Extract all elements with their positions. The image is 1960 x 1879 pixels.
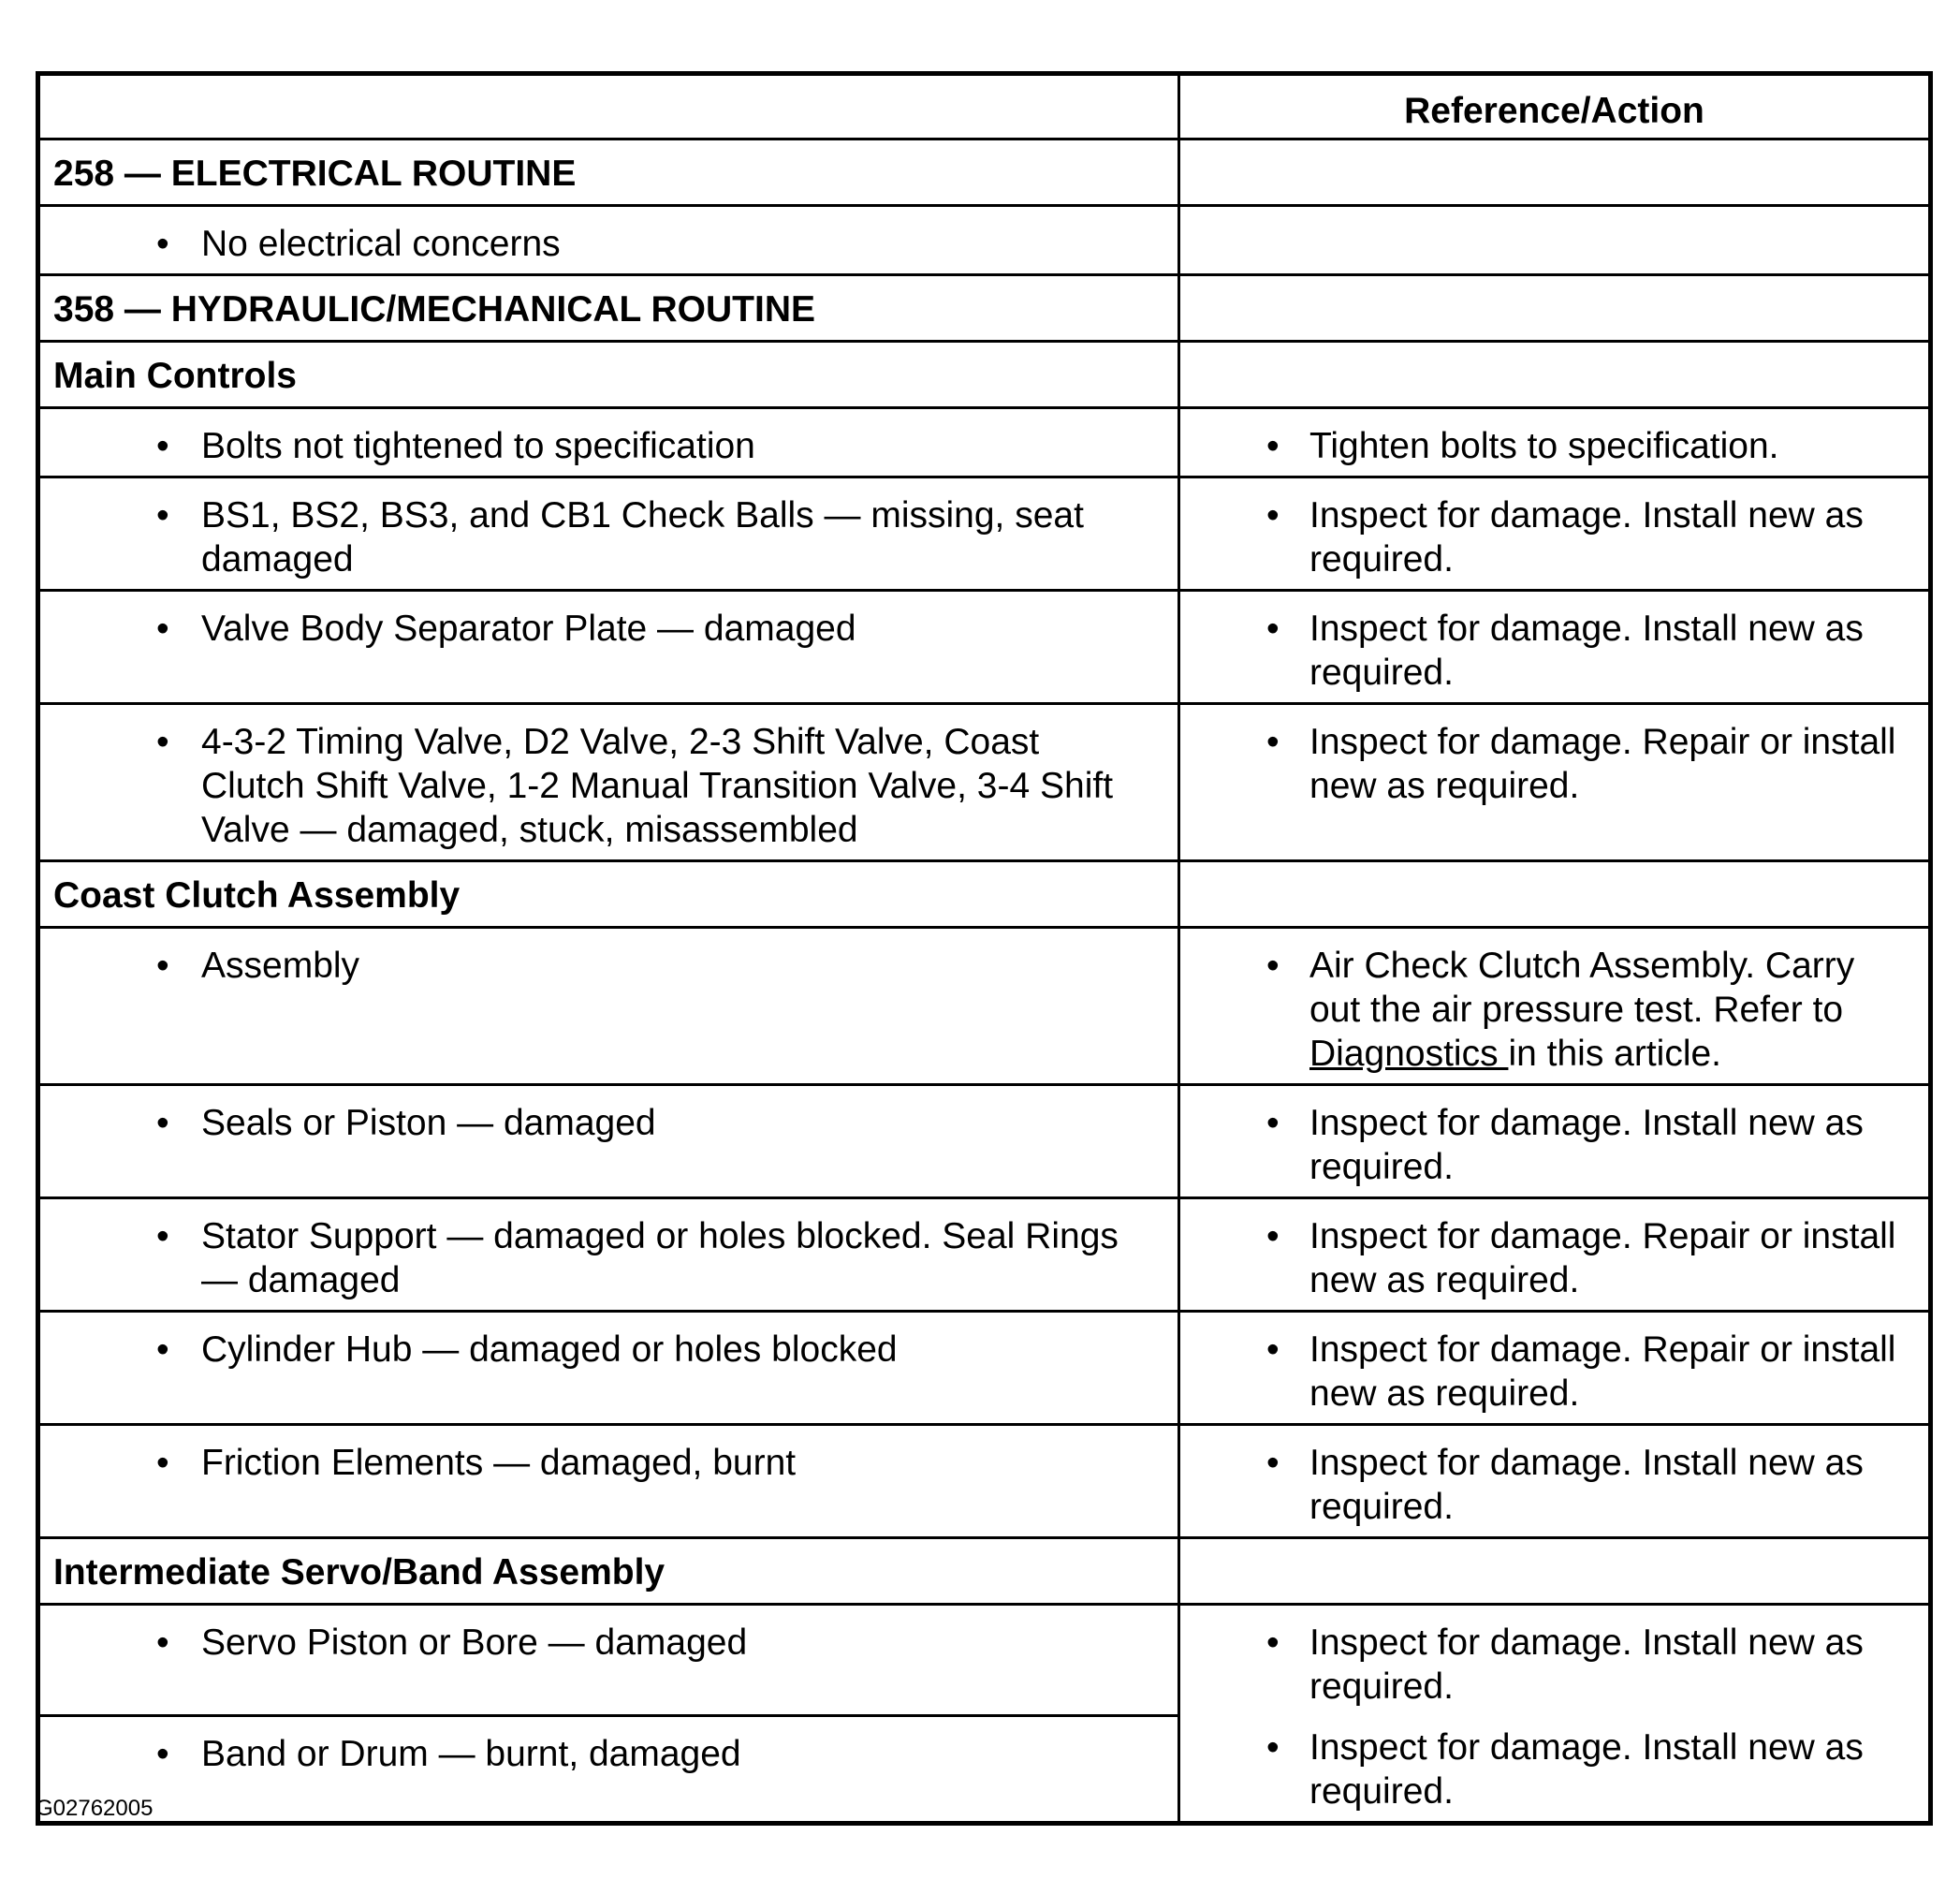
bullet: • [156,1734,169,1775]
action-text: Inspect for damage. Install new as required. [1309,495,1864,580]
bullet: • [1266,609,1280,649]
action-cell [1179,591,1931,704]
bullet: • [156,1103,169,1143]
condition-cell [38,704,1179,861]
empty-cell [1179,861,1931,928]
action-text: Inspect for damage. Install new as required. [1309,1622,1864,1707]
section-electrical: 258 — ELECTRICAL ROUTINE [38,139,1179,206]
bullet: • [1266,1216,1280,1256]
condition-cell [38,206,1179,275]
table-row [38,1425,1931,1538]
action-cell [1179,408,1931,477]
action-cell [1179,928,1931,1085]
empty-cell [1179,1538,1931,1605]
empty-cell [1179,206,1931,275]
table-row [38,1605,1931,1716]
bullet: • [156,495,169,536]
table-header-row [38,74,1931,139]
action-cell [1179,1425,1931,1538]
table-row [38,1085,1931,1198]
empty-cell [1179,139,1931,206]
table-row [38,206,1931,275]
condition-text: No electrical concerns [201,224,561,264]
bullet: • [1266,1622,1280,1663]
action-text: Air Check Clutch Assembly. Carry out the air pressure test. Refer to [1309,946,1855,1030]
table-row [38,1198,1931,1312]
condition-cell [38,1312,1179,1425]
section-row [38,139,1931,206]
action-text: Inspect for damage. Repair or install new as required. [1309,1216,1896,1300]
condition-text: Valve Body Separator Plate — damaged [201,609,856,649]
action-text: Tighten bolts to specification. [1309,426,1779,466]
action-text: Inspect for damage. Repair or install new as required. [1309,722,1896,806]
table-row [38,408,1931,477]
action-text: Inspect for damage. Install new as required. [1309,1103,1864,1187]
bullet: • [1266,1329,1280,1370]
table-row [38,928,1931,1085]
bullet: • [156,1622,169,1663]
bullet: • [1266,946,1280,986]
figure-id: G02762005 [36,1796,154,1821]
bullet: • [1266,495,1280,536]
section-row [38,861,1931,928]
section-intermediate-servo: Intermediate Servo/Band Assembly [38,1538,1179,1605]
condition-text: Seals or Piston — damaged [201,1103,656,1143]
action-text: Inspect for damage. Install new as required. [1309,1443,1864,1527]
action-text: Inspect for damage. Install new as required. [1309,609,1864,693]
header-reference-action: Reference/Action [1179,74,1931,139]
bullet: • [1266,1727,1280,1768]
action-cell [1179,477,1931,591]
action-cell [1179,1605,1931,1824]
condition-cell [38,1716,1179,1824]
condition-text: 4-3-2 Timing Valve, D2 Valve, 2-3 Shift Valve, Coast Clutch Shift Valve, 1-2 Manual Transition Valve, 3-4 Shift Valve — damaged, stuck, misassembled [201,722,1114,850]
section-coast-clutch: Coast Clutch Assembly [38,861,1179,928]
condition-cell [38,1085,1179,1198]
section-row [38,1538,1931,1605]
section-row [38,342,1931,408]
bullet: • [156,1443,169,1483]
bullet: • [156,1216,169,1256]
condition-text: BS1, BS2, BS3, and CB1 Check Balls — missing, seat damaged [201,495,1084,580]
condition-cell [38,408,1179,477]
condition-cell [38,928,1179,1085]
header-condition [38,74,1179,139]
condition-cell [38,477,1179,591]
diagnosis-table [36,71,1933,1826]
bullet: • [1266,426,1280,466]
bullet: • [156,722,169,762]
condition-cell [38,1425,1179,1538]
condition-cell [38,591,1179,704]
bullet: • [156,1329,169,1370]
bullet: • [1266,1443,1280,1483]
empty-cell [1179,275,1931,342]
table-row [38,1312,1931,1425]
action-text-end: in this article. [1508,1034,1722,1074]
bullet: • [156,609,169,649]
action-cell [1179,1312,1931,1425]
action-cell [1179,1198,1931,1312]
empty-cell [1179,342,1931,408]
condition-text: Servo Piston or Bore — damaged [201,1622,748,1663]
section-main-controls: Main Controls [38,342,1179,408]
condition-text: Cylinder Hub — damaged or holes blocked [201,1329,898,1370]
diagnostics-link[interactable]: Diagnostics [1309,1034,1509,1074]
condition-text: Assembly [201,946,360,986]
bullet: • [156,946,169,986]
section-hydraulic: 358 — HYDRAULIC/MECHANICAL ROUTINE [38,275,1179,342]
section-row [38,275,1931,342]
condition-cell [38,1198,1179,1312]
condition-text: Stator Support — damaged or holes blocked. Seal Rings — damaged [201,1216,1119,1300]
action-text: Inspect for damage. Install new as required. [1309,1727,1864,1812]
bullet: • [156,426,169,466]
action-cell [1179,704,1931,861]
table-row [38,704,1931,861]
bullet: • [1266,722,1280,762]
action-text: Inspect for damage. Repair or install new as required. [1309,1329,1896,1414]
condition-text: Friction Elements — damaged, burnt [201,1443,797,1483]
action-cell [1179,1085,1931,1198]
condition-text: Bolts not tightened to specification [201,426,755,466]
bullet: • [156,224,169,264]
table-row [38,591,1931,704]
bullet: • [1266,1103,1280,1143]
table-row [38,477,1931,591]
condition-text: Band or Drum — burnt, damaged [201,1734,741,1775]
condition-cell [38,1605,1179,1716]
